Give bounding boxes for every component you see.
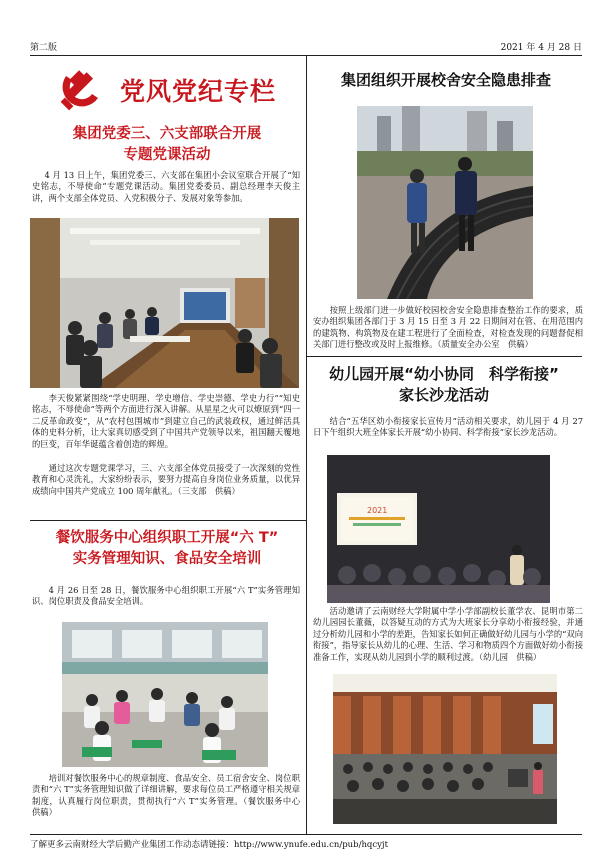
article3-paragraph: 按照上级部门进一步做好校园校舍安全隐患排查整治工作的要求，质安办组织集团各部门于 3 月 15 日至 3 月 22 日期间对在管、在用范围内的建筑物、构筑物及在建工程进行了全面检查，对检查发现的问题督促相关部门进行整改或及时上报维修。（质量安全办公室 供稿） (313, 305, 583, 350)
article1-title-line2: 专题党课活动 (123, 147, 211, 163)
hammer-sickle-icon (56, 68, 106, 112)
article1-paragraph: 李天俊紧紧围绕“学史明理、学史增信、学史崇德、学史力行”“知史铭志，不辱使命”等两个方面进行深入讲解。从星星之火可以燎原到“四一二反革命政变”，从“农村包围城市”到建立自己的武装政权，通过鲜活具体的史料分析，让大家真切感受到了中国共产党领导以来，祖国翻天覆地的巨变，百年华诞蕴含着创造的辉煌。 (32, 393, 300, 449)
parent-salon-photo (327, 455, 550, 603)
article4-title-line2: 家长沙龙活动 (398, 386, 489, 404)
column-divider (306, 56, 307, 834)
article1-paragraph: 4 月 13 日上午，集团党委三、六支部在集团小会议室联合开展了“知史铭志，不辱使命”专题党课活动。集团党委委员、副总经理李天俊主讲，两个支部全体党员、入党积极分子、发展对象等参加。 (32, 170, 300, 203)
article2-title-line1: 餐饮服务中心组织职工开展“六 T” (55, 530, 279, 546)
screen-year-text: 2021 (367, 506, 388, 515)
article2-title-line2: 实务管理知识、食品安全培训 (72, 551, 262, 567)
article2-paragraph: 4 月 26 日至 28 日，餐饮服务中心组织职工开展“六 T”实务管理知识、岗位职责及食品安全培训。 (32, 585, 300, 607)
edition-label: 第二版 (30, 43, 58, 53)
footer-link-note: 了解更多云南财经大学后勤产业集团工作动态请链接：http://www.ynufe.edu.cn/pub/hqcyjt (30, 840, 388, 850)
article2-title (30, 528, 304, 570)
article2-paragraph: 培训对餐饮服务中心的规章制度、食品安全、员工宿舍安全、岗位职责和“六 T”实务管理知识做了详细讲解，要求每位员工严格遵守相关规章制度，认真履行岗位职责，贯彻执行“六 T”实务管理。（餐饮服务中心 供稿） (32, 773, 309, 818)
article4-paragraph: 结合“五华区幼小衔接家长宣传月”活动相关要求，幼儿园于 4 月 27 日下午组织大班全体家长开展“幼小协同、科学衔接”家长沙龙活动。 (313, 416, 583, 438)
article1-paragraph: 通过这次专题党课学习，三、六支部全体党员接受了一次深刻的党性教育和心灵洗礼，大家纷纷表示，要努力提高自身岗位业务质量，以优异成绩向中国共产党成立 100 周年献礼。（三支部 供稿） (32, 463, 300, 496)
column-title: 党风党纪专栏 (120, 77, 277, 106)
article4-title-line1: 幼儿园开展“幼小协同 科学衔接” (329, 365, 559, 383)
article4-paragraph: 活动邀请了云南财经大学附属中学小学部副校长董学农、昆明市第二幼儿园园长董薇，以答疑互动的方式为大班家长分享幼小衔接经验，并通过分析幼儿园和小学的差距，告知家长如何正确做好幼儿园与小学的“双向衔接”，指导家长从幼儿的心理、生活、学习和物质四个方面做好幼小衔接准备工作，实现从幼儿园到小学的顺利过渡。（幼儿园 供稿） (313, 606, 583, 662)
article3-title: 集团组织开展校舍安全隐患排查 (340, 71, 551, 89)
issue-date: 2021 年 4 月 28 日 (500, 43, 582, 53)
canteen-training-photo (62, 622, 268, 767)
article-separator (306, 356, 582, 357)
footer-rule (30, 834, 582, 835)
article1-title (36, 124, 298, 166)
safety-inspection-photo (357, 106, 533, 299)
article1-title-line1: 集团党委三、六支部联合开展 (72, 126, 262, 142)
auditorium-photo (333, 674, 557, 824)
party-column-banner (36, 62, 300, 118)
party-lecture-photo (30, 218, 299, 388)
article4-title (306, 364, 582, 406)
page-header (30, 40, 582, 54)
article-separator (30, 520, 306, 521)
